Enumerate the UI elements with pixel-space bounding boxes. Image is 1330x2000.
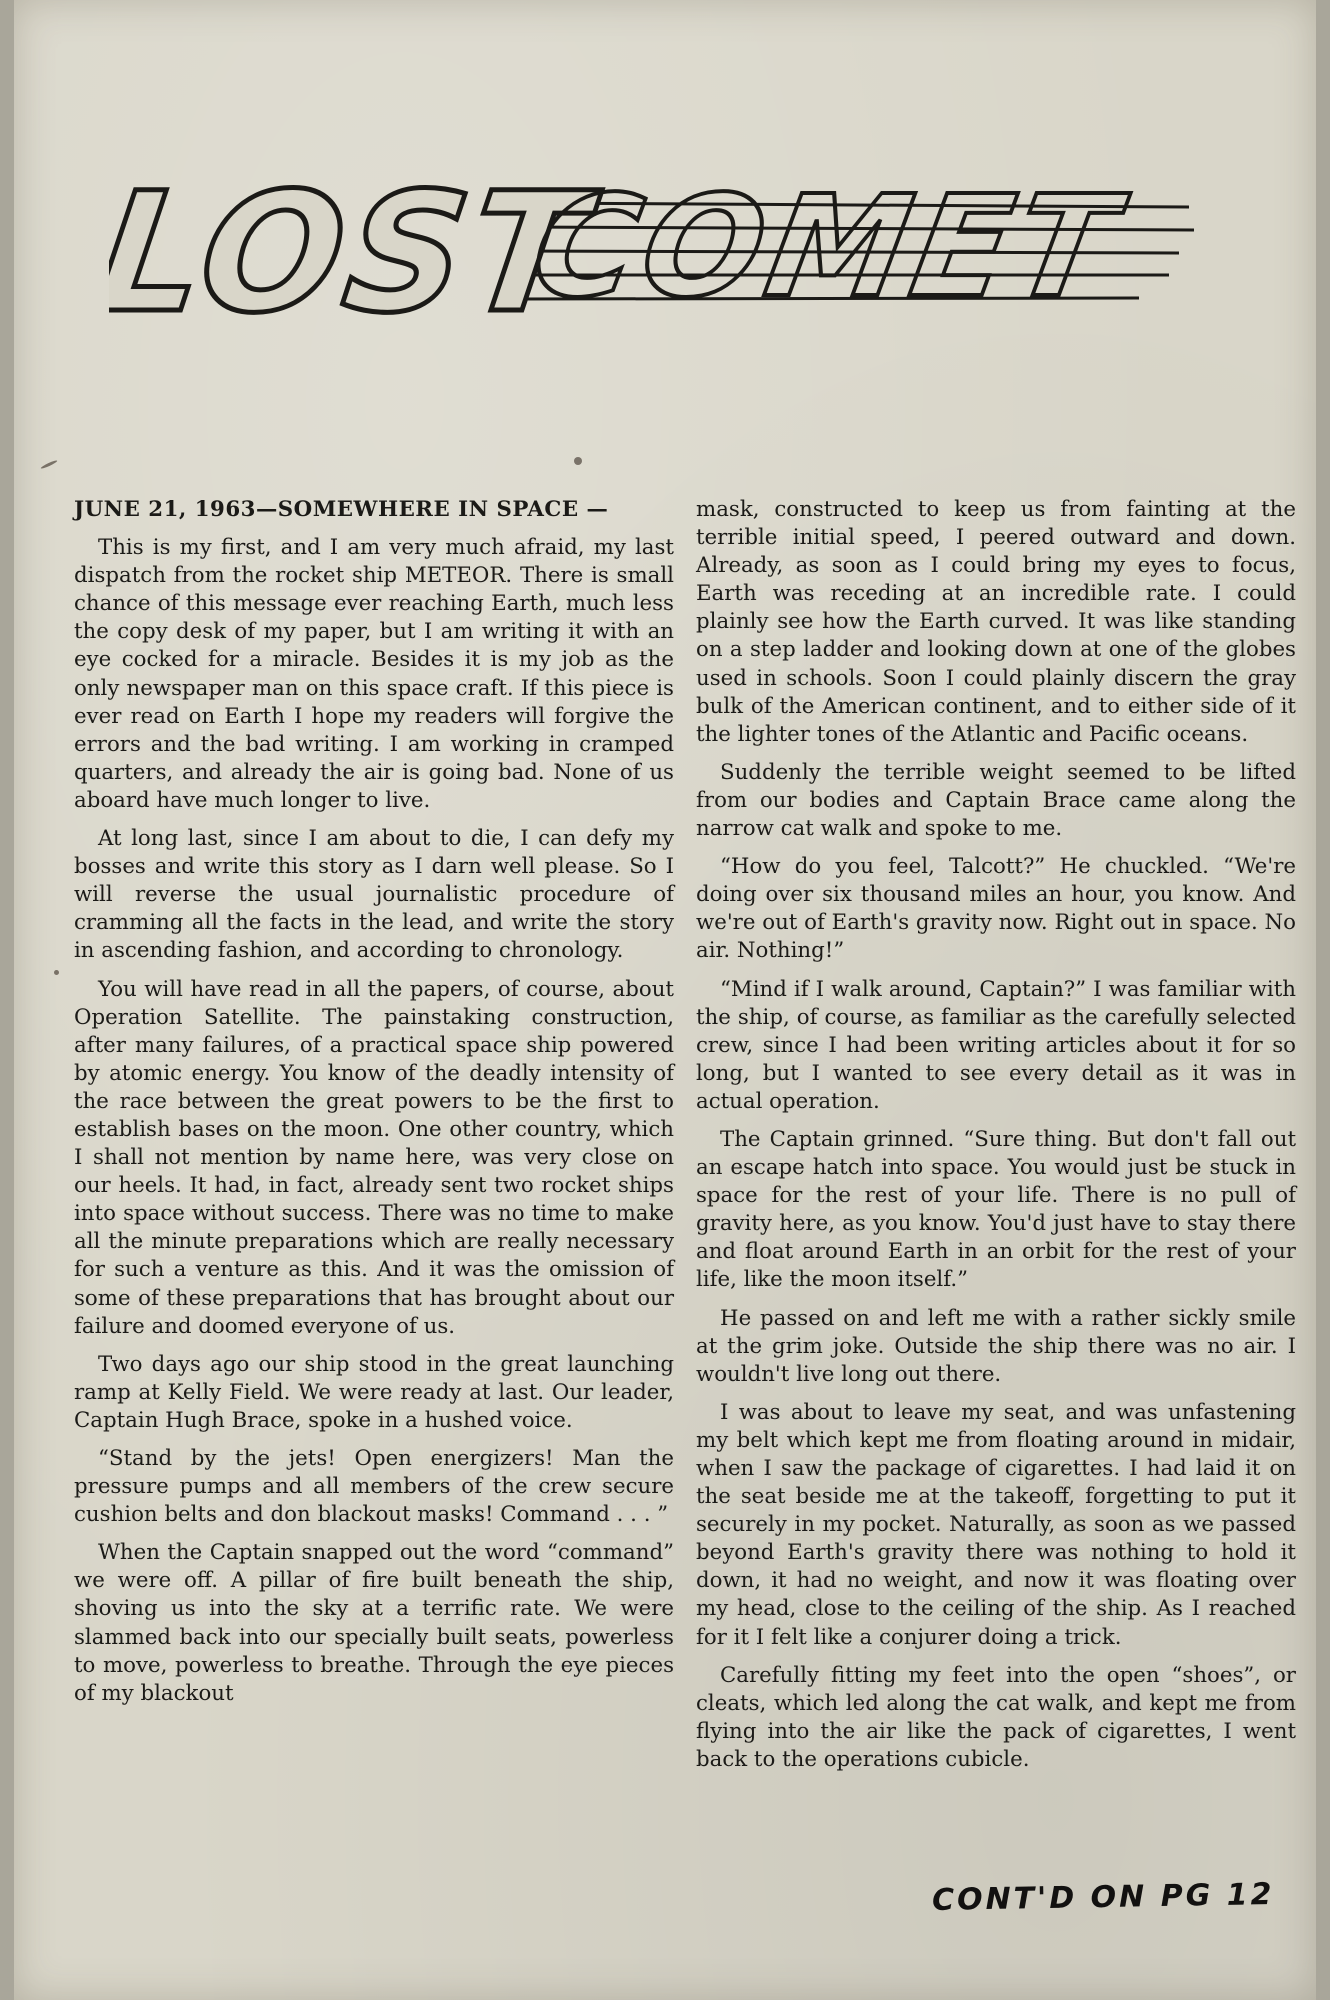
handwritten-continuation-note: CONT'D ON PG 12 bbox=[931, 1877, 1275, 1918]
paragraph: I was about to leave my seat, and was unfastening my belt which kept me from floating around in midair, when I saw the package of cigarettes. I had laid it on the seat beside me at the takeoff, forgetting to put it securely in my pocket. Naturally, as soon as we passed beyond Earth's gravity there was nothing to hold it down, it had no weight, and now it was floating over my head, close to the ceiling of the ship. As I reached for it I felt like a conjurer doing a trick. bbox=[696, 1399, 1296, 1650]
paragraph: “Stand by the jets! Open energizers! Man the pressure pumps and all members of the crew secure cushion belts and don blackout masks! Command . . . ” bbox=[74, 1446, 674, 1528]
left-column bbox=[74, 496, 674, 1718]
story-title bbox=[109, 115, 1209, 345]
right-column bbox=[696, 496, 1296, 1784]
paragraph bbox=[74, 496, 674, 524]
title-lost: LOST bbox=[109, 157, 600, 345]
ink-spot bbox=[54, 970, 59, 975]
paragraph: mask, constructed to keep us from fainting at the terrible initial speed, I peered outward and down. Already, as soon as I could bring my eyes to focus, Earth was receding at an incredible rate. I could plainly see how the Earth curved. It was like standing on a step ladder and looking down at one of the globes used in schools. Soon I could plainly discern the gray bulk of the American continent, and to either side of it the lighter tones of the Atlantic and Pacific oceans. bbox=[696, 497, 1296, 747]
ink-spot bbox=[574, 457, 582, 465]
paragraph: Carefully fitting my feet into the open “shoes”, or cleats, which led along the cat walk, and kept me from flying into the air like the pack of cigarettes, I went back to the operations cubicle. bbox=[696, 1662, 1296, 1772]
paragraph: Two days ago our ship stood in the great launching ramp at Kelly Field. We were ready at last. Our leader, Captain Hugh Brace, spoke in a hushed voice. bbox=[74, 1351, 674, 1433]
title-comet: COMET bbox=[521, 165, 1133, 329]
paragraph: This is my first, and I am very much afraid, my last dispatch from the rocket ship METEOR. There is small chance of this message ever reaching Earth, much less the copy desk of my paper, but I am writing it with an eye cocked for a miracle. Besides it is my job as the only newspaper man on this space craft. If this piece is ever read on Earth I hope my readers will forgive the errors and the bad writing. I am working in cramped quarters, and already the air is going bad. None of us aboard have much longer to live. bbox=[74, 535, 674, 813]
ink-spot bbox=[40, 459, 58, 469]
paragraph: The Captain grinned. “Sure thing. But don't fall out an escape hatch into space. You would just be stuck in space for the rest of your life. There is no pull of gravity here, as you know. You'd just have to stay there and float around Earth in an orbit for the rest of your life, like the moon itself.” bbox=[696, 1126, 1296, 1293]
title-logo bbox=[109, 115, 1209, 345]
paragraph: You will have read in all the papers, of course, about Operation Satellite. The painstaking construction, after many failures, of a practical space ship powered by atomic energy. You know of the deadly intensity of the race between the great powers to be the first to establish bases on the moon. One other country, which I shall not mention by name here, was very close on our heels. It had, in fact, already sent two rocket ships into space without success. There was no time to make all the minute preparations which are really necessary for such a venture as this. And it was the omission of some of these preparations that has brought about our failure and doomed everyone of us. bbox=[74, 976, 674, 1339]
paragraph: He passed on and left me with a rather sickly smile at the grim joke. Outside the ship there was no air. I wouldn't live long out there. bbox=[696, 1305, 1296, 1387]
dateline: JUNE 21, 1963—SOMEWHERE IN SPACE — bbox=[74, 497, 609, 522]
paragraph: At long last, since I am about to die, I can defy my bosses and write this story as I darn well please. So I will reverse the usual journalistic procedure of cramming all the facts in the lead, and write the story in ascending fashion, and according to chronology. bbox=[74, 826, 674, 964]
magazine-page bbox=[14, 0, 1316, 2000]
paragraph: When the Captain snapped out the word “command” we were off. A pillar of fire built beneath the ship, shoving us into the sky at a terrific rate. We were slammed back into our specially built seats, powerless to move, powerless to breathe. Through the eye pieces of my blackout bbox=[74, 1540, 674, 1706]
paragraph: “How do you feel, Talcott?” He chuckled. “We're doing over six thousand miles an hour, you know. And we're out of Earth's gravity now. Right out in space. No air. Nothing!” bbox=[696, 854, 1296, 964]
paragraph: “Mind if I walk around, Captain?” I was familiar with the ship, of course, as familiar as the carefully selected crew, since I had been writing articles about it for so long, but I wanted to see every detail as it was in actual operation. bbox=[696, 976, 1296, 1114]
paragraph: Suddenly the terrible weight seemed to be lifted from our bodies and Captain Brace came along the narrow cat walk and spoke to me. bbox=[696, 759, 1296, 842]
